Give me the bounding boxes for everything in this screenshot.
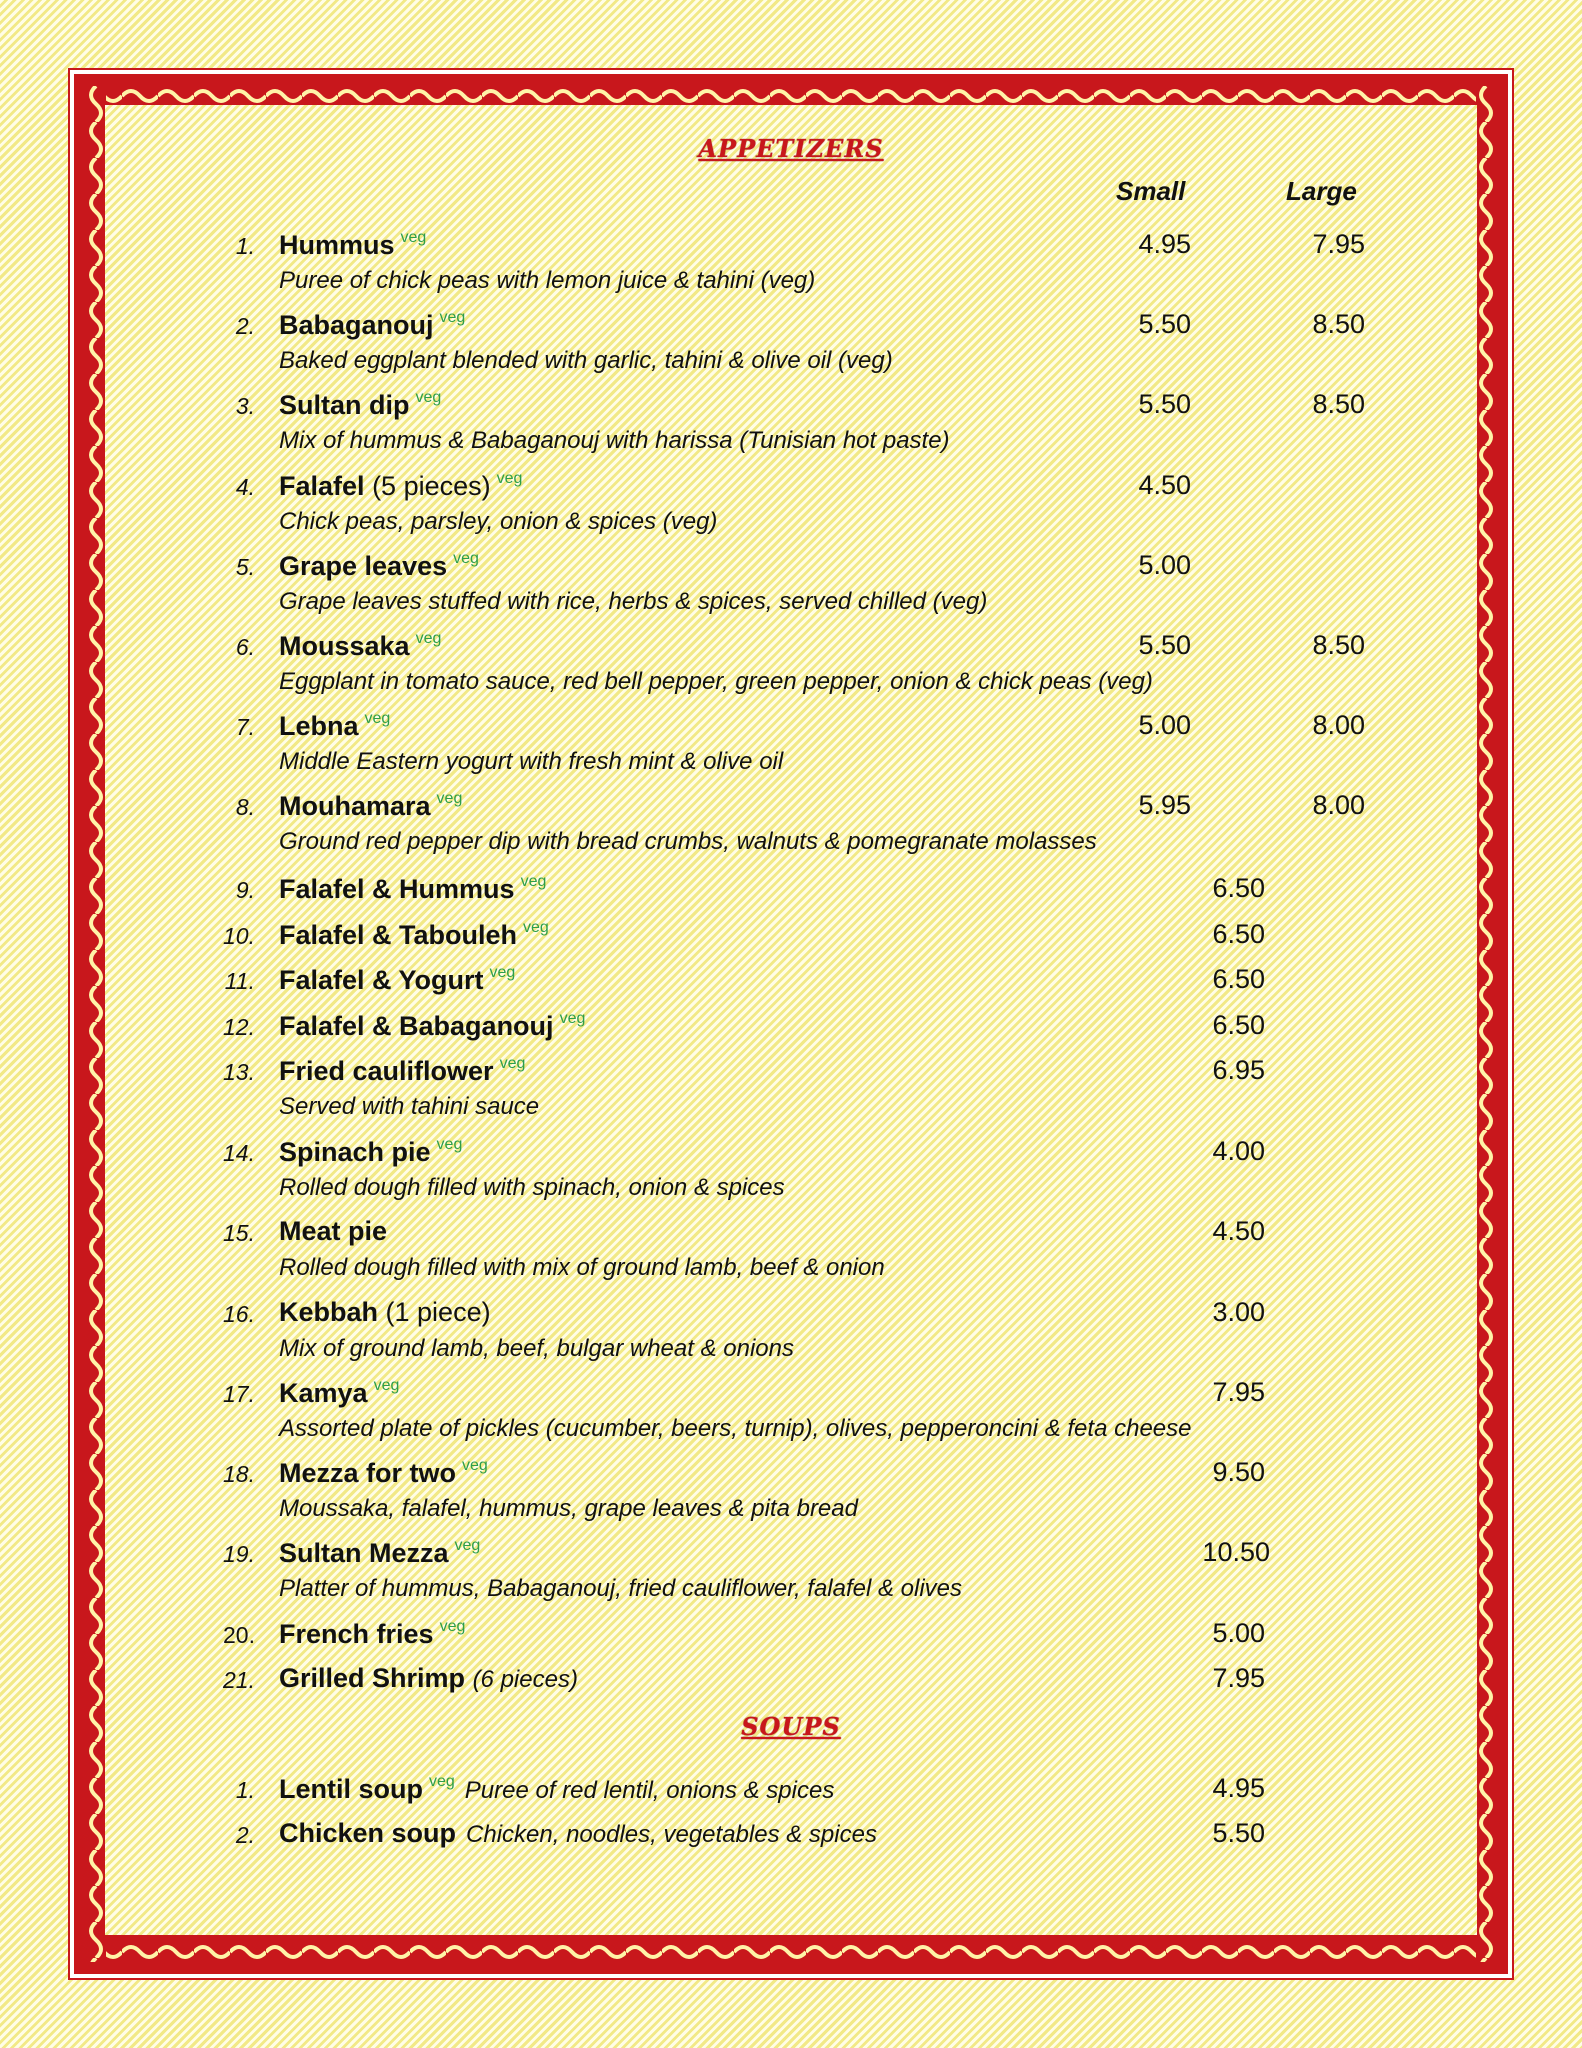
price: 5.50: [1212, 1818, 1265, 1848]
item-description: Rolled dough filled with mix of ground lamb, beef & onion: [279, 1254, 885, 1281]
item-name: Falafel: [279, 471, 365, 501]
column-large-header: Large: [1286, 176, 1357, 206]
price: 10.50: [1202, 1537, 1270, 1567]
frame-wave-bottom: [86, 1942, 1496, 1962]
item-description: Grape leaves stuffed with rice, herbs & spices, served chilled (veg): [279, 588, 988, 615]
item-number: 4.: [235, 474, 255, 500]
item-number: 11.: [224, 968, 255, 994]
soups-title: SOUPS: [741, 1712, 841, 1741]
item-name: Chicken soup: [279, 1818, 457, 1848]
veg-badge: veg: [489, 964, 516, 981]
item-number: 6.: [235, 634, 255, 660]
item-description: Assorted plate of pickles (cucumber, beers, turnip), olives, pepperoncini & feta cheese: [279, 1415, 1192, 1442]
item-name: Fried cauliflower: [279, 1056, 494, 1086]
price: 4.00: [1212, 1136, 1265, 1166]
item-name: Mezza for two: [279, 1458, 457, 1488]
item-portion: (6 pieces): [472, 1666, 578, 1693]
item-name: Falafel & Tabouleh: [279, 920, 518, 950]
veg-badge: veg: [364, 710, 391, 727]
price: 9.50: [1212, 1457, 1265, 1487]
item-title-line: [279, 790, 462, 822]
item-description: Baked eggplant blended with garlic, tahini & olive oil (veg): [279, 347, 893, 374]
item-portion: (1 piece): [385, 1297, 491, 1327]
item-name: Lebna: [279, 711, 359, 741]
item-number: 13.: [223, 1059, 255, 1085]
price: 6.95: [1212, 1055, 1265, 1085]
price: 6.50: [1212, 873, 1265, 903]
item-name: French fries: [279, 1619, 434, 1649]
veg-badge: veg: [520, 873, 547, 890]
item-title-line: [279, 229, 426, 261]
item-number: 3.: [235, 393, 255, 419]
item-number: 20.: [223, 1622, 255, 1648]
item-number: 2.: [235, 1822, 255, 1848]
item-name: Falafel & Yogurt: [279, 965, 484, 995]
price: 7.95: [1212, 1663, 1265, 1693]
item-title-line: [279, 1055, 525, 1087]
item-description: Eggplant in tomato sauce, red bell pepper, green pepper, onion & chick peas (veg): [279, 668, 1153, 695]
veg-badge: veg: [439, 1618, 466, 1635]
veg-badge: veg: [454, 1537, 481, 1554]
price-large: 8.00: [1312, 790, 1365, 820]
veg-badge: veg: [453, 550, 479, 567]
frame-wave-top: [86, 86, 1496, 106]
veg-badge: veg: [400, 229, 427, 246]
price-small: 5.00: [1138, 710, 1191, 740]
item-number: 1.: [235, 233, 255, 259]
price-small: 5.50: [1138, 630, 1191, 660]
item-title-line: [279, 550, 479, 582]
veg-badge: veg: [559, 1010, 586, 1027]
item-title-line: [279, 919, 549, 951]
frame-wave-right: [1476, 86, 1496, 1962]
item-description: Served with tahini sauce: [279, 1093, 540, 1120]
item-title-line: [279, 1457, 488, 1489]
appetizers-title: APPETIZERS: [698, 134, 884, 163]
item-number: 21.: [223, 1667, 255, 1693]
item-name: Mouhamara: [279, 791, 431, 821]
price: 6.50: [1212, 1010, 1265, 1040]
price: 6.50: [1212, 919, 1265, 949]
item-title-line: [279, 1136, 462, 1168]
item-name: Sultan Mezza: [279, 1538, 449, 1568]
price: 4.95: [1212, 1773, 1265, 1803]
item-title-line: [279, 1663, 578, 1694]
item-number: 2.: [235, 313, 255, 339]
veg-badge: veg: [496, 470, 523, 487]
veg-badge: veg: [499, 1055, 526, 1072]
item-name: Kebbah: [279, 1297, 379, 1327]
item-name: Babaganouj: [279, 310, 434, 340]
item-description: Mix of hummus & Babaganouj with harissa (Tunisian hot paste): [279, 427, 950, 454]
item-name: Sultan dip: [279, 390, 410, 420]
item-description: Mix of ground lamb, beef, bulgar wheat & onions: [279, 1335, 794, 1362]
item-number: 14.: [223, 1140, 255, 1166]
item-description: Puree of chick peas with lemon juice & tahini (veg): [279, 267, 816, 294]
column-small-header: Small: [1116, 176, 1186, 206]
item-title-line: [279, 1818, 877, 1849]
price-small: 4.95: [1138, 229, 1191, 259]
item-title-line: [279, 964, 515, 996]
item-name: Meat pie: [279, 1216, 388, 1246]
item-number: 18.: [223, 1461, 255, 1487]
price-small: 4.50: [1138, 470, 1191, 500]
item-number: 7.: [235, 714, 255, 740]
item-name: Hummus: [279, 230, 395, 260]
item-title-line: [279, 309, 465, 341]
item-title-line: [279, 630, 441, 662]
item-description: Chicken, noodles, vegetables & spices: [466, 1821, 877, 1848]
item-number: 1.: [235, 1777, 255, 1803]
item-title-line: [279, 1618, 465, 1650]
item-title-line: [279, 1773, 834, 1805]
price-large: 8.50: [1312, 630, 1365, 660]
veg-badge: veg: [462, 1457, 488, 1474]
price-large: 8.00: [1312, 710, 1365, 740]
veg-badge: veg: [523, 919, 549, 936]
item-number: 17.: [223, 1381, 255, 1407]
item-name: Grape leaves: [279, 551, 448, 581]
veg-badge: veg: [436, 790, 463, 807]
price-small: 5.50: [1138, 389, 1191, 419]
frame-wave-left: [86, 86, 106, 1962]
item-title-line: [279, 710, 390, 742]
veg-badge: veg: [439, 309, 466, 326]
item-description: Puree of red lentil, onions & spices: [464, 1777, 835, 1804]
item-number: 16.: [223, 1301, 255, 1327]
veg-badge: veg: [429, 1773, 455, 1790]
item-description: Rolled dough filled with spinach, onion & spices: [279, 1174, 785, 1201]
item-number: 9.: [235, 877, 255, 903]
item-title-line: [279, 1010, 585, 1042]
item-number: 12.: [223, 1014, 255, 1040]
item-description: Platter of hummus, Babaganouj, fried cauliflower, falafel & olives: [279, 1575, 963, 1602]
item-title-line: [279, 1297, 491, 1328]
price-small: 5.00: [1138, 550, 1191, 580]
price: 4.50: [1212, 1216, 1265, 1246]
item-name: Moussaka: [279, 631, 410, 661]
item-number: 15.: [223, 1220, 255, 1246]
price: 7.95: [1212, 1377, 1265, 1407]
item-number: 5.: [235, 554, 255, 580]
price-large: 7.95: [1312, 229, 1365, 259]
item-name: Falafel & Hummus: [279, 874, 515, 904]
item-number: 8.: [235, 794, 255, 820]
item-title-line: [279, 1537, 480, 1569]
item-description: Moussaka, falafel, hummus, grape leaves & pita bread: [279, 1495, 858, 1522]
veg-badge: veg: [373, 1377, 400, 1394]
item-description: Middle Eastern yogurt with fresh mint & olive oil: [279, 748, 784, 775]
item-name: Kamya: [279, 1378, 368, 1408]
item-description: Ground red pepper dip with bread crumbs, walnuts & pomegranate molasses: [279, 828, 1097, 855]
item-name: Falafel & Babaganouj: [279, 1011, 554, 1041]
price: 3.00: [1212, 1297, 1265, 1327]
item-number: 10.: [223, 923, 255, 949]
price-small: 5.50: [1138, 309, 1191, 339]
item-name: Grilled Shrimp: [279, 1663, 466, 1693]
item-title-line: [279, 873, 546, 905]
item-title-line: [279, 470, 522, 502]
item-name: Spinach pie: [279, 1137, 431, 1167]
price-small: 5.95: [1138, 790, 1191, 820]
item-portion: (5 pieces): [372, 471, 491, 501]
item-title-line: [279, 1377, 399, 1409]
price: 6.50: [1212, 964, 1265, 994]
veg-badge: veg: [415, 630, 442, 647]
item-name: Lentil soup: [279, 1774, 423, 1804]
item-title-line: [279, 1216, 387, 1247]
item-title-line: [279, 389, 441, 421]
veg-badge: veg: [415, 389, 442, 406]
item-description: Chick peas, parsley, onion & spices (veg): [279, 508, 718, 535]
item-number: 19.: [223, 1541, 255, 1567]
price: 5.00: [1212, 1618, 1265, 1648]
price-large: 8.50: [1312, 389, 1365, 419]
veg-badge: veg: [436, 1136, 463, 1153]
price-large: 8.50: [1312, 309, 1365, 339]
